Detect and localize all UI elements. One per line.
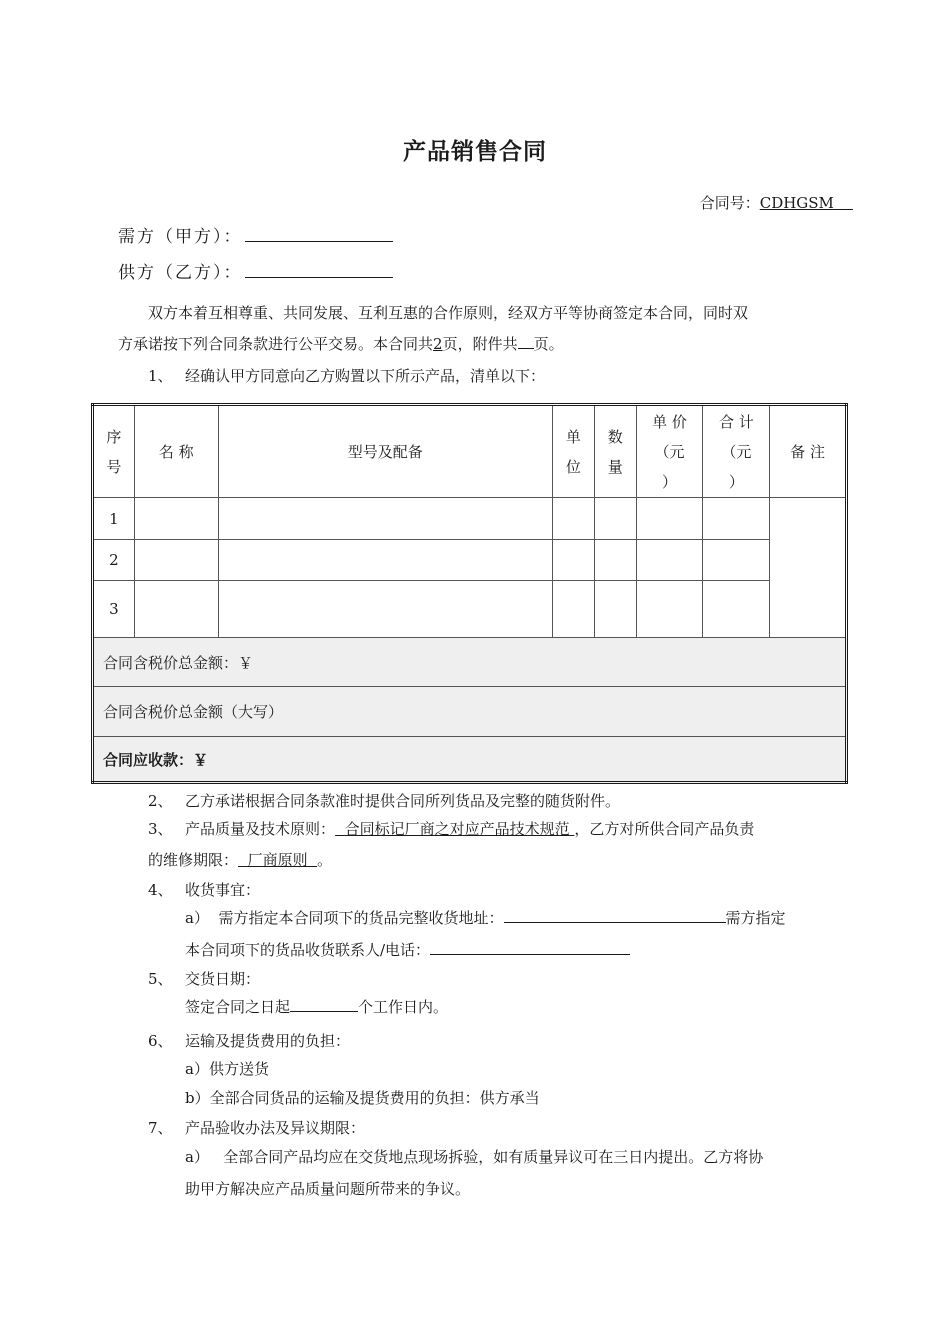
cell-name[interactable] xyxy=(134,581,218,638)
clause-7-title: 产品验收办法及异议期限： xyxy=(185,1119,366,1137)
clause-3-line-2: 的维修期限： 厂商原则 。 xyxy=(148,851,333,869)
cell-unit-price[interactable] xyxy=(636,498,703,540)
pages-total: 2 xyxy=(433,335,443,353)
clause-1-text: 经确认甲方同意向乙方购置以下所示产品，清单以下： xyxy=(185,367,546,385)
document-title: 产品销售合同 xyxy=(403,139,547,165)
clause-2-text: 乙方承诺根据合同条款准时提供合同所列货品及完整的随货附件。 xyxy=(185,792,621,810)
header-remark: 备 注 xyxy=(770,405,847,498)
cell-qty[interactable] xyxy=(594,540,636,581)
row-seq: 2 xyxy=(93,540,135,581)
clause-6b: b）全部合同货品的运输及提货费用的负担：供方承当 xyxy=(185,1089,540,1107)
header-name: 名 称 xyxy=(134,405,218,498)
clause-4-title: 收货事宜： xyxy=(185,881,261,899)
header-total: 合 计 （元 ） xyxy=(703,405,770,498)
product-table xyxy=(91,403,848,784)
clause-5-title: 交货日期： xyxy=(185,970,261,988)
clause-5-number: 5、 xyxy=(148,970,173,988)
clause-4a-line-2: 本合同项下的货品收货联系人/电话： xyxy=(185,939,630,960)
seller-line xyxy=(118,258,393,283)
cell-name[interactable] xyxy=(134,498,218,540)
clause-6a: a）供方送货 xyxy=(185,1060,269,1078)
cell-model[interactable] xyxy=(218,540,552,581)
total-tax-amount: 合同含税价总金额：￥ xyxy=(93,638,847,687)
quality-standard: 合同标记厂商之对应产品技术规范 xyxy=(344,820,570,838)
clause-7a-line-2: 助甲方解决应产品质量问题所带来的争议。 xyxy=(185,1180,471,1198)
table-row xyxy=(93,498,847,540)
cell-unit[interactable] xyxy=(552,540,594,581)
cell-total[interactable] xyxy=(703,498,770,540)
receivable-amount: 合同应收款：￥ xyxy=(93,737,847,783)
cell-model[interactable] xyxy=(218,581,552,638)
contract-number-label: 合同号： xyxy=(699,194,760,212)
intro-line-1: 双方本着互相尊重、共同发展、互利互惠的合作原则，经双方平等协商签定本合同，同时双 xyxy=(148,304,749,322)
cell-remark[interactable] xyxy=(770,498,847,638)
clause-4-number: 4、 xyxy=(148,881,173,899)
cell-model[interactable] xyxy=(218,498,552,540)
contract-number xyxy=(700,192,853,213)
cell-unit-price[interactable] xyxy=(636,540,703,581)
delivery-address-blank[interactable] xyxy=(504,908,726,923)
header-unit: 单 位 xyxy=(552,405,594,498)
clause-6-number: 6、 xyxy=(148,1032,173,1050)
delivery-days-blank[interactable] xyxy=(290,997,358,1012)
cell-name[interactable] xyxy=(134,540,218,581)
seller-blank xyxy=(245,263,393,278)
buyer-blank xyxy=(245,227,393,242)
header-qty: 数 量 xyxy=(594,405,636,498)
warranty-term: 厂商原则 xyxy=(247,851,308,869)
cell-qty[interactable] xyxy=(594,581,636,638)
summary-row-upper xyxy=(93,687,847,737)
cell-qty[interactable] xyxy=(594,498,636,540)
cell-unit[interactable] xyxy=(552,581,594,638)
cell-unit[interactable] xyxy=(552,498,594,540)
table-row xyxy=(93,581,847,638)
row-seq: 3 xyxy=(93,581,135,638)
header-seq: 序 号 xyxy=(93,405,135,498)
clause-5-text: 签定合同之日起 个工作日内。 xyxy=(185,998,449,1016)
seller-label: 供方（乙方）： xyxy=(118,263,243,283)
clause-7a-line-1: a） 全部合同产品均应在交货地点现场拆验，如有质量异议可在三日内提出。乙方将协 xyxy=(185,1148,764,1166)
cell-total[interactable] xyxy=(703,540,770,581)
summary-row-receivable xyxy=(93,737,847,783)
clause-2-number: 2、 xyxy=(148,792,173,810)
summary-row-total xyxy=(93,638,847,687)
table-row xyxy=(93,540,847,581)
buyer-label: 需方（甲方）： xyxy=(118,227,243,247)
row-seq: 1 xyxy=(93,498,135,540)
header-unit-price: 单 价 （元 ） xyxy=(636,405,703,498)
clause-1-number: 1、 xyxy=(148,367,173,385)
cell-unit-price[interactable] xyxy=(636,581,703,638)
attachment-pages-blank xyxy=(518,334,534,349)
header-model: 型号及配备 xyxy=(218,405,552,498)
contact-blank[interactable] xyxy=(430,940,630,955)
table-header-row xyxy=(93,405,847,498)
clause-3-number: 3、 xyxy=(148,820,173,838)
total-amount-upper: 合同含税价总金额（大写） xyxy=(93,687,847,737)
buyer-line xyxy=(118,222,393,247)
clause-7-number: 7、 xyxy=(148,1119,173,1137)
clause-3-line-1: 产品质量及技术原则： 合同标记厂商之对应产品技术规范 ，乙方对所供合同产品负责 xyxy=(185,820,755,838)
clause-4a-line-1: a） 需方指定本合同项下的货品完整收货地址： 需方指定 xyxy=(185,909,786,927)
clause-6-title: 运输及提货费用的负担： xyxy=(185,1032,351,1050)
intro-line-2: 方承诺按下列合同条款进行公平交易。本合同共2页，附件共 页。 xyxy=(118,335,564,353)
cell-total[interactable] xyxy=(703,581,770,638)
contract-number-value: CDHGSM xyxy=(759,194,834,212)
